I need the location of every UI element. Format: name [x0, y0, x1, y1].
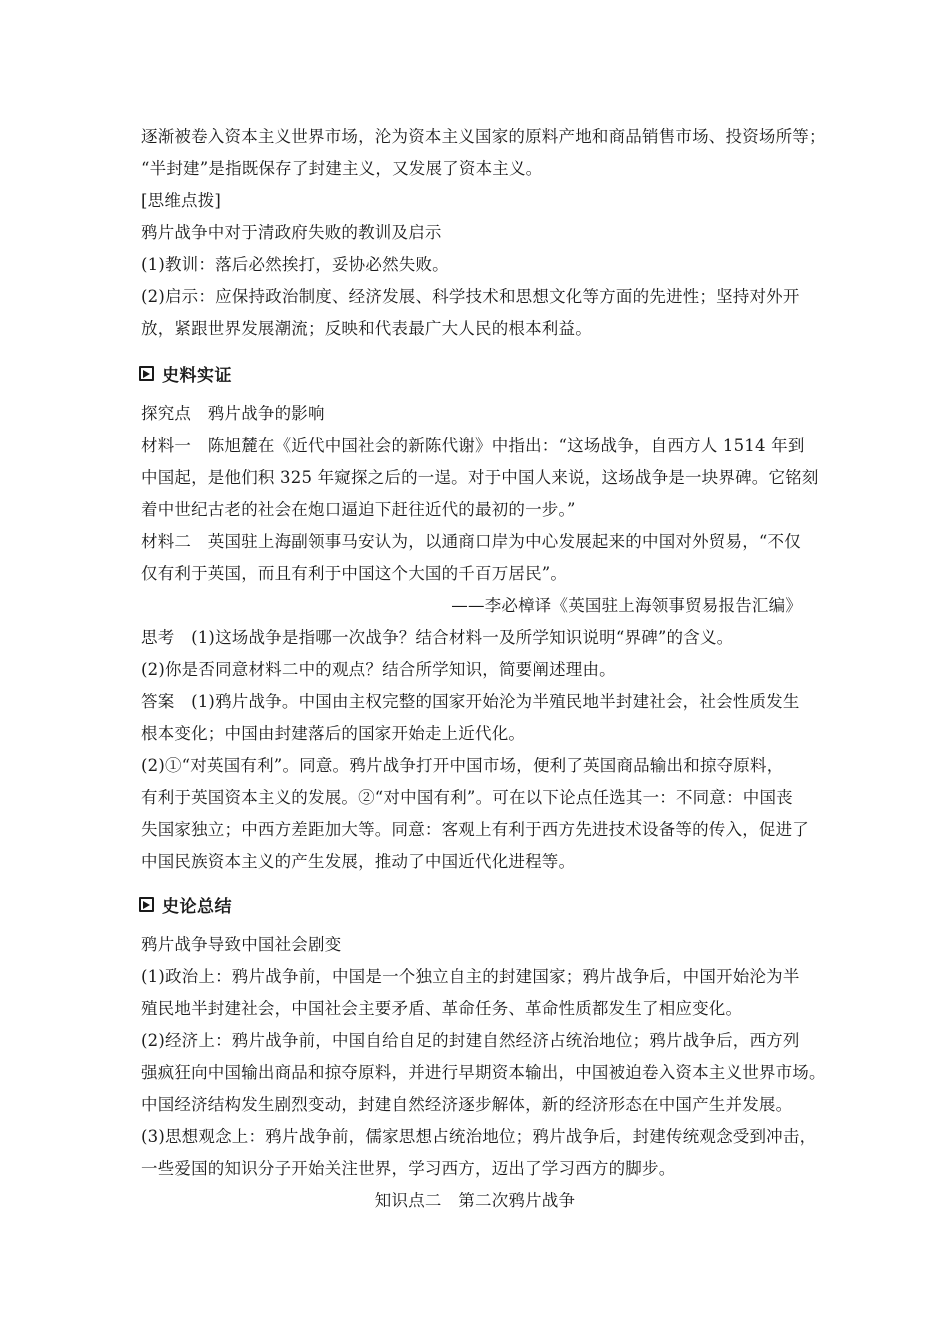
text-line: 中国民族资本主义的产生发展，推动了中国近代化进程等。 [141, 852, 576, 871]
text-line: 放，紧跟世界发展潮流；反映和代表最广大人民的根本利益。 [141, 319, 592, 338]
text-line: 鸦片战争中对于清政府失败的教训及启示 [141, 223, 442, 242]
text-line: 着中世纪古老的社会在炮口逼迫下赶往近代的最初的一步。” [141, 500, 576, 519]
section-heading-historical-evidence [139, 361, 232, 386]
text-line: 思考 (1)这场战争是指哪一次战争？结合材料一及所学知识说明“界碑”的含义。 [141, 628, 734, 647]
section-title: 史论总结 [162, 897, 232, 917]
text-line: 鸦片战争导致中国社会剧变 [141, 935, 342, 954]
text-line: 中国起，是他们积 325 年窥探之后的一逞。对于中国人来说，这场战争是一块界碑。它铭刻 [141, 468, 819, 487]
text-line: (1)政治上：鸦片战争前，中国是一个独立自主的封建国家；鸦片战争后，中国开始沦为半 [141, 967, 800, 986]
text-line: (2)启示：应保持政治制度、经济发展、科学技术和思想文化等方面的先进性；坚持对外开 [141, 287, 800, 306]
text-line: (2)经济上：鸦片战争前，中国自给自足的封建自然经济占统治地位；鸦片战争后，西方列 [141, 1031, 800, 1050]
text-line: 根本变化；中国由封建落后的国家开始走上近代化。 [141, 724, 526, 743]
text-line: 仅有利于英国，而且有利于中国这个大国的千百万居民”。 [141, 564, 568, 583]
text-line: 失国家独立；中西方差距加大等。同意：客观上有利于西方先进技术设备等的传入，促进了 [141, 820, 809, 839]
text-line: 探究点 鸦片战争的影响 [141, 404, 325, 423]
source-citation: ——李必樟译《英国驻上海领事贸易报告汇编》 [451, 596, 802, 615]
section-title: 史料实证 [162, 366, 232, 386]
text-line: 殖民地半封建社会，中国社会主要矛盾、革命任务、革命性质都发生了相应变化。 [141, 999, 743, 1018]
text-line: 中国经济结构发生剧烈变动，封建自然经济逐步解体，新的经济形态在中国产生并发展。 [141, 1095, 793, 1114]
text-line: 材料二 英国驻上海副领事马安认为，以通商口岸为中心发展起来的中国对外贸易，“不仅 [141, 532, 801, 551]
play-box-icon [139, 897, 154, 912]
thinking-tip-label: [思维点拨] [141, 191, 222, 210]
text-line: 强疯狂向中国输出商品和掠夺原料，并进行早期资本输出，中国被迫卷入资本主义世界市场。 [141, 1063, 826, 1082]
text-line: 一些爱国的知识分子开始关注世界，学习西方，迈出了学习西方的脚步。 [141, 1159, 676, 1178]
text-line: (1)教训：落后必然挨打，妥协必然失败。 [141, 255, 449, 274]
text-line: 逐渐被卷入资本主义世界市场，沦为资本主义国家的原料产地和商品销售市场、投资场所等； [141, 127, 826, 146]
play-box-icon [139, 366, 154, 381]
text-line: (2)①“对英国有利”。同意。鸦片战争打开中国市场，便利了英国商品输出和掠夺原料， [141, 756, 784, 775]
section-heading-historical-summary [139, 892, 232, 917]
text-line: “半封建”是指既保存了封建主义，又发展了资本主义。 [141, 159, 543, 178]
knowledge-point-heading: 知识点二 第二次鸦片战争 [374, 1191, 576, 1210]
text-line: 有利于英国资本主义的发展。②“对中国有利”。可在以下论点任选其一：不同意：中国丧 [141, 788, 793, 807]
text-line: (2)你是否同意材料二中的观点？结合所学知识，简要阐述理由。 [141, 660, 616, 679]
text-line: (3)思想观念上：鸦片战争前，儒家思想占统治地位；鸦片战争后，封建传统观念受到冲击， [141, 1127, 817, 1146]
text-line: 答案 (1)鸦片战争。中国由主权完整的国家开始沦为半殖民地半封建社会，社会性质发生 [141, 692, 800, 711]
text-line: 材料一 陈旭麓在《近代中国社会的新陈代谢》中指出：“这场战争，自西方人 1514 年到 [141, 436, 805, 455]
